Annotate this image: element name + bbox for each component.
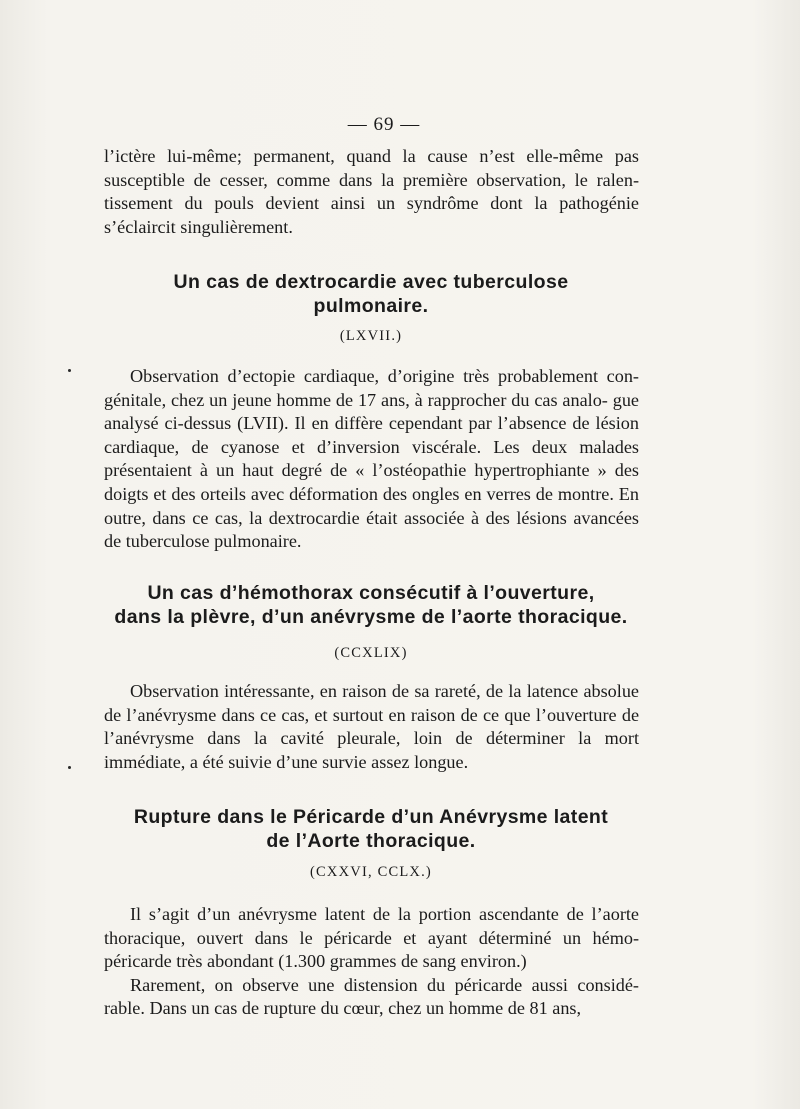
body-paragraph	[104, 680, 639, 774]
page-number: — 69 —	[347, 114, 421, 135]
section-body-rupture	[104, 903, 639, 1021]
text-line: absolue de l’anévrysme dans ce cas, et surtout en raison de ce que	[104, 681, 639, 725]
text-line: susceptible de cesser, comme dans la première observation, le ralen-	[104, 169, 639, 190]
section-heading-hemothorax	[96, 581, 646, 629]
text-line: s’éclaircit singulièrement.	[104, 216, 293, 237]
text-line: présentaient à un haut degré de « l’ostéopathie hypertrophiante » des	[104, 460, 639, 481]
body-paragraph	[104, 903, 639, 974]
text-line: tissement du pouls devient ainsi un syndrôme dont la pathogénie	[104, 193, 639, 214]
text-line: la mort immédiate, a été suivie d’une survie assez longue.	[104, 728, 640, 772]
text-line: Rarement, on observe une distension du péricarde aussi considé-	[130, 974, 639, 995]
text-line: péricarde très abondant (1.300 grammes de sang environ.)	[104, 951, 527, 972]
text-line: Il s’agit d’un anévrysme latent de la portion ascendante de l’aorte	[130, 904, 639, 924]
text-line: rable. Dans un cas de rupture du cœur, chez un homme de 81 ans,	[104, 998, 582, 1019]
heading-line: Un cas d’hémothorax consécutif à l’ouverture,	[147, 582, 595, 604]
heading-line: de l’Aorte thoracique.	[266, 830, 476, 852]
heading-line: pulmonaire.	[313, 295, 429, 317]
text-line: gue analysé ci-dessus (LVII). Il en diffère cependant par l’absence de	[104, 389, 639, 434]
section-heading-dextrocardie	[96, 270, 646, 318]
text-line: doigts et des orteils avec déformation des ongles en verres de montre.	[104, 483, 614, 504]
intro-text	[104, 145, 639, 239]
text-line: thoracique, ouvert dans le péricarde et ayant déterminé un hémo-	[104, 927, 639, 948]
intro-paragraph	[104, 145, 639, 239]
section-body-hemothorax	[104, 680, 639, 774]
section-body-dextrocardie	[104, 365, 639, 554]
scan-speck	[68, 369, 71, 372]
section-heading-rupture	[96, 805, 646, 853]
body-paragraph	[104, 365, 639, 554]
heading-line: Un cas de dextrocardie avec tuberculose	[173, 271, 569, 293]
scan-speck	[68, 766, 71, 769]
heading-line: dans la plèvre, d’un anévrysme de l’aorte thoracique.	[114, 606, 628, 628]
text-line: Observation intéressante, en raison de sa rareté, de la latence	[130, 681, 579, 701]
heading-line: Rupture dans le Péricarde d’un Anévrysme latent	[133, 806, 609, 828]
text-line: l’ictère lui-même; permanent, quand la cause n’est elle-même pas	[104, 146, 639, 166]
section-reference: (LXVII.)	[339, 328, 403, 344]
body-paragraph	[104, 974, 639, 1021]
text-line: En outre, dans ce cas, la dextrocardie était associée à des lésions	[104, 483, 640, 528]
section-reference: (CCXLIX)	[334, 645, 408, 661]
text-line: lésion cardiaque, de cyanose et d’inversion viscérale. Les deux malades	[104, 413, 639, 457]
text-line: l’ouverture de l’anévrysme dans la cavité pleurale, loin de déterminer	[104, 704, 640, 749]
text-line: avancées de tuberculose pulmonaire.	[104, 507, 639, 552]
section-reference: (CXXVI, CCLX.)	[310, 864, 432, 880]
text-line: Observation d’ectopie cardiaque, d’origine très probablement con-	[130, 366, 639, 386]
text-line: génitale, chez un jeune homme de 17 ans, à rapprocher du cas analo-	[104, 389, 608, 410]
